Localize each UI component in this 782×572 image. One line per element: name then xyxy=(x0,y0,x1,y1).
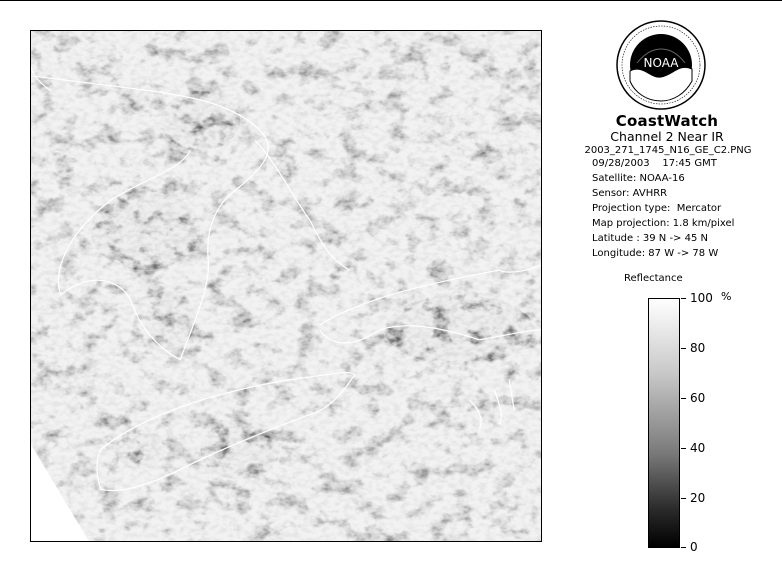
colorbar-tick xyxy=(681,348,686,349)
noaa-seal-icon xyxy=(615,19,707,111)
product-info-panel xyxy=(570,112,770,261)
file-name: 2003_271_1745_N16_GE_C2.PNG xyxy=(584,145,752,156)
longitude-label: Longitude: 87 W -> 78 W xyxy=(592,248,719,259)
latitude-label: Latitude : 39 N -> 45 N xyxy=(592,233,708,244)
colorbar-tick-label: 60 xyxy=(690,391,706,405)
colorbar-label: Reflectance xyxy=(624,273,683,284)
product-title: CoastWatch xyxy=(615,112,719,130)
colorbar-tick xyxy=(681,498,686,499)
colorbar-tick xyxy=(681,398,686,399)
sensor-label: Sensor: AVHRR xyxy=(592,188,668,199)
satellite-label: Satellite: NOAA-16 xyxy=(592,173,685,184)
colorbar-tick xyxy=(681,448,686,449)
map-projection-label: Map projection: 1.8 km/pixel xyxy=(592,218,735,229)
colorbar-tick-label: 20 xyxy=(690,491,706,505)
colorbar-tick-label: 100 xyxy=(690,291,713,305)
channel-label: Channel 2 Near IR xyxy=(610,129,724,144)
satellite-image-render xyxy=(31,31,541,541)
colorbar-tick xyxy=(681,547,686,548)
colorbar-tick xyxy=(681,298,686,299)
colorbar-tick-label: 0 xyxy=(690,540,698,554)
datetime-label: 09/28/2003 17:45 GMT xyxy=(592,158,717,169)
colorbar-tick-label: 80 xyxy=(690,341,706,355)
satellite-image xyxy=(30,30,542,542)
colorbar-tick-label: 40 xyxy=(690,441,706,455)
top-rule xyxy=(0,0,782,1)
projection-type-label: Projection type: Mercator xyxy=(592,203,722,214)
colorbar-unit: % xyxy=(721,290,732,303)
noaa-logo-text: NOAA xyxy=(643,56,679,70)
colorbar xyxy=(648,298,680,548)
